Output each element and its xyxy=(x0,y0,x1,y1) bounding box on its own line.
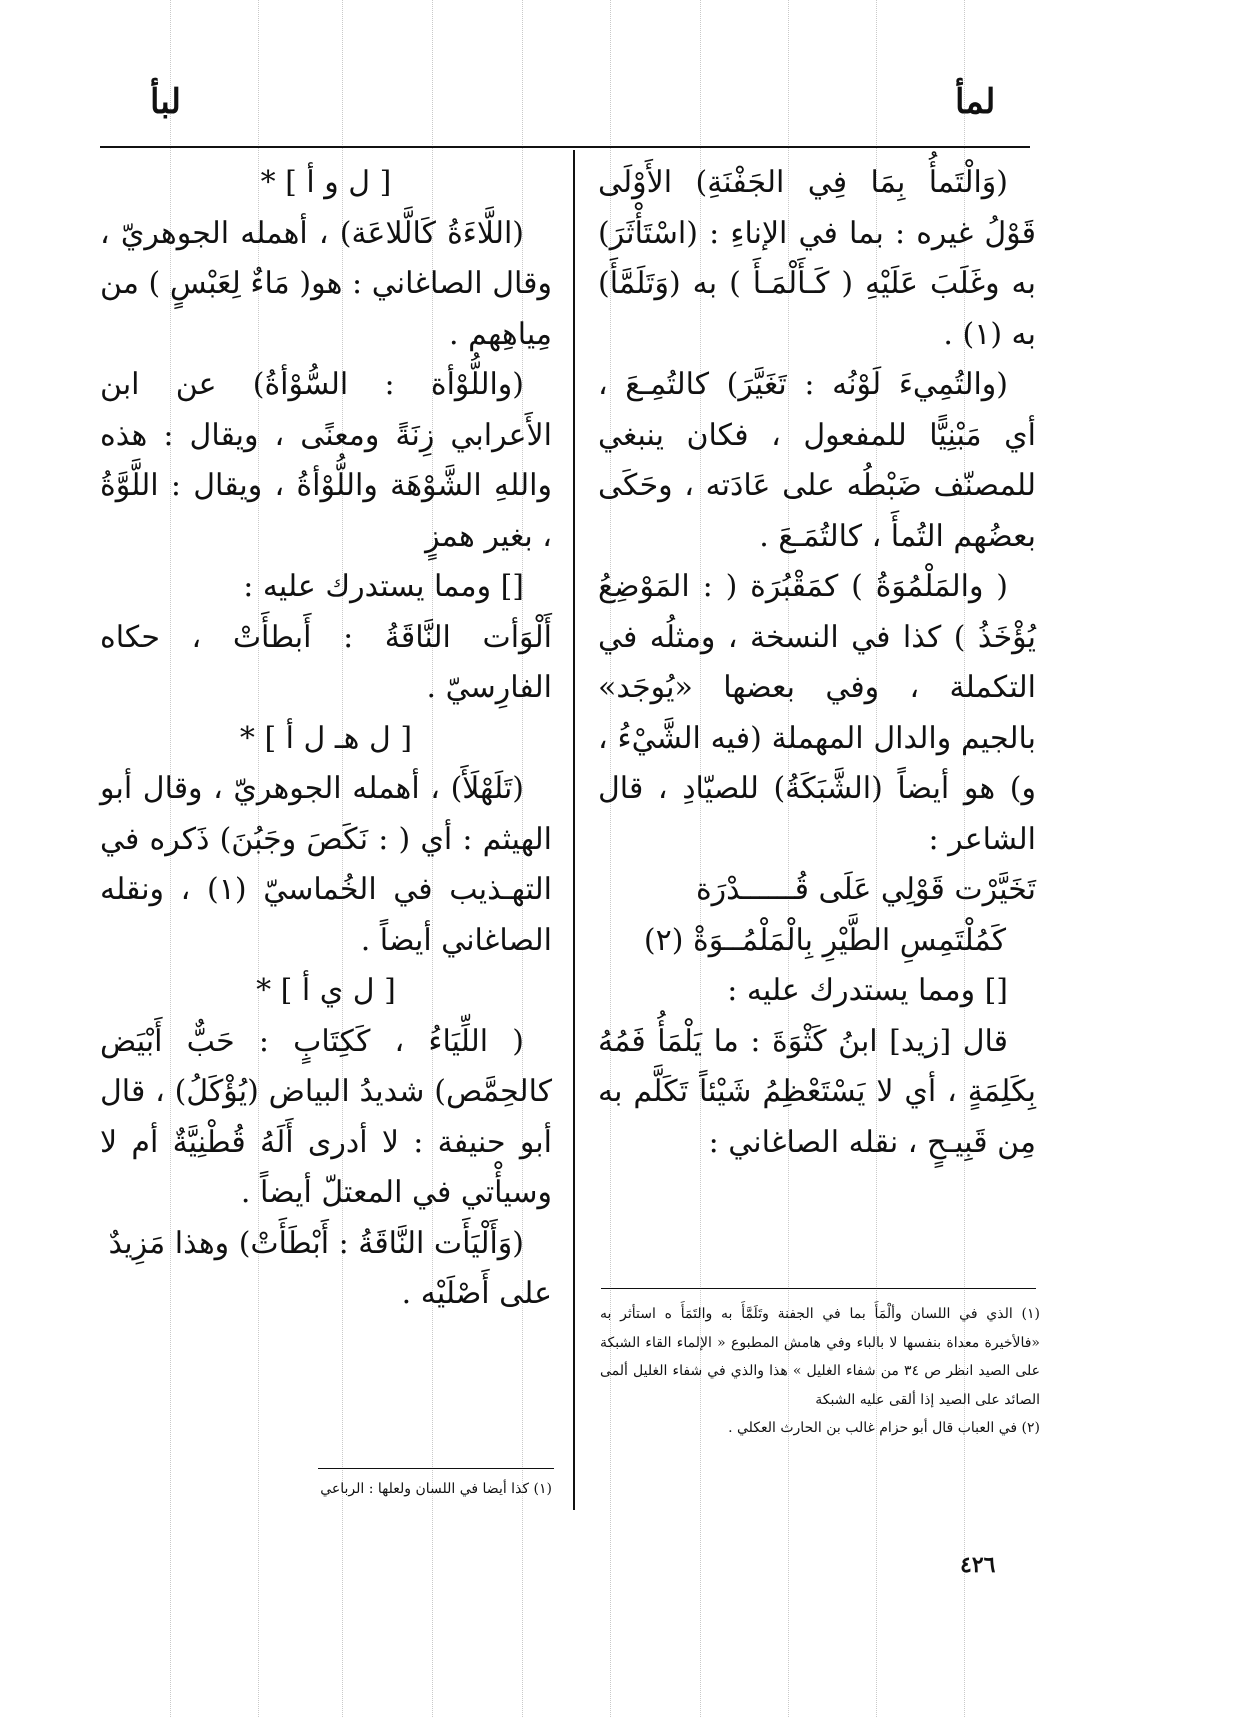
footnote: (١) الذي في اللسان وألْمَأَ بما في الجفنة وتَلَمَّأَ به والتَمَأَ ه استأثر به «فالأخيرة معداة بنفسها لا بالباء وفي هامش المطبوع « الإلماء القاء الشبكة على الصيد انظر ص ٣٤ من شفاء الغليل » هذا والذي في شفاء الغليل ألمى الصائد على الصيد إذا ألقى عليه الشبكة xyxy=(600,1306,1040,1408)
paragraph: (واللُّوْأة : السُّوْأةُ) عن ابن الأَعرابي زِنَةً ومعنًى ، ويقال : هذه واللهِ الشَّوْهَة واللُّوْأةُ ، ويقال : اللَّوَّةُ ، بغير همزٍ xyxy=(100,367,552,554)
header-rule xyxy=(100,146,1030,148)
running-header-left: لبأ xyxy=(150,82,181,122)
paragraph: أَلْوَأت النَّاقَةُ : أَبطأَتْ ، حكاه الفارِسيّ . xyxy=(100,619,552,705)
entry-heading: [ ل ي أ ] * xyxy=(256,973,396,1008)
paragraph: (اللَّاءَةُ كَالَّلاعَة) ، أهمله الجوهريّ ، وقال الصاغاني : هو( مَاءٌ لِعَبْسٍ ) من مِياهِهم . xyxy=(100,215,552,352)
column-divider xyxy=(573,150,575,1510)
footnote-rule xyxy=(318,1468,554,1469)
footnote: (١) كذا أيضا في اللسان ولعلها : الرباعي xyxy=(320,1481,552,1497)
page-number: ٤٢٦ xyxy=(960,1552,996,1578)
verse-line: تَخَيَّرْت قَوْلِي عَلَى قُــــــدْرَة xyxy=(695,872,1036,907)
paragraph: (تَلَهْلَأَ) ، أهمله الجوهريّ ، وقال أبو الهيثم : أي ( : نَكَصَ وجَبُنَ) ذَكره في التهـذيب في الخُماسيّ (١) ، ونقله الصاغاني أيضاً . xyxy=(100,771,552,958)
footnote-rule xyxy=(601,1288,1036,1289)
entry-heading: [ ل هـ ل أ ] * xyxy=(239,720,413,756)
right-column xyxy=(598,158,1036,1168)
paragraph: ( والمَلْمُوَةُ ) كمَقْبُرَة ( : المَوْضِعُ يُؤْخَذُ ) كذا في النسخة ، ومثلُه في التكملة ، وفي بعضها «يُوجَد» بالجيم والدال المهملة (فيه الشَّيْءُ ، و) هو أيضاً (الشَّبَكَةُ) للصيّادِ ، قال الشاعر : xyxy=(598,569,1036,857)
footnotes-right xyxy=(600,1300,1040,1443)
entry-heading: [ ل و أ ] * xyxy=(260,165,392,200)
paragraph: (والتُمِيءَ لَوْنُه : تَغَيَّرَ) كالتُمِـعَ ، أي مَبْنِيًّا للمفعول ، فكان ينبغي للمصنّف ضَبْطُه على عَادَته ، وحَكَى بعضُهم التُمأَ ، كالتُمَـعَ . xyxy=(598,367,1036,554)
paragraph: [] ومما يستدرك عليه : xyxy=(243,569,524,604)
footnote-left xyxy=(200,1475,552,1504)
footnote: (٢) في العباب قال أبو حزام غالب بن الحارث العكلي . xyxy=(728,1420,1040,1436)
paragraph: قال [زيد] ابنُ كَثْوَةَ : ما يَلْمَأُ فَمُهُ بِكَلِمَةٍ ، أي لا يَسْتَعْظِمُ شَيْئاً تَكَلَّم به مِن قَبِيـحٍ ، نقله الصاغاني : xyxy=(598,1023,1036,1160)
paragraph: [] ومما يستدرك عليه : xyxy=(727,973,1008,1008)
left-column xyxy=(100,158,552,1320)
running-header-right: لمأ xyxy=(955,82,996,122)
paragraph: (وَالْتَمأُ بِمَا فِي الجَفْنَةِ) الأَوْلَى قَوْلُ غيره : بما في الإناءِ : (اسْتَأْثَرَ) به وغَلَبَ عَلَيْهِ ( كَـأَلْمَـأَ ) به (وَتَلَمَّأَ) به (١) . xyxy=(598,165,1036,352)
paragraph: (وَأَلْيَأَت النَّاقَةُ : أَبْطَأَتْ) وهذا مَزِيدٌ على أَصْلَيْه . xyxy=(108,1225,552,1311)
paragraph: ( اللِّيَاءُ ، كَكِتَابٍ : حَبٌّ أَبْيَض كالحِمَّص) شديدُ البياض (يُؤْكَلُ) ، قال أبو حنيفة : لا أدرى أَلَهُ قُطْنِيَّةٌ أم لا وسيأْتي في المعتلّ أيضاً . xyxy=(100,1023,552,1210)
verse-line: كَمُلْتَمِسِ الطَّيْرِ بِالْمَلْمُــوَةْ (٢) xyxy=(643,922,1006,958)
